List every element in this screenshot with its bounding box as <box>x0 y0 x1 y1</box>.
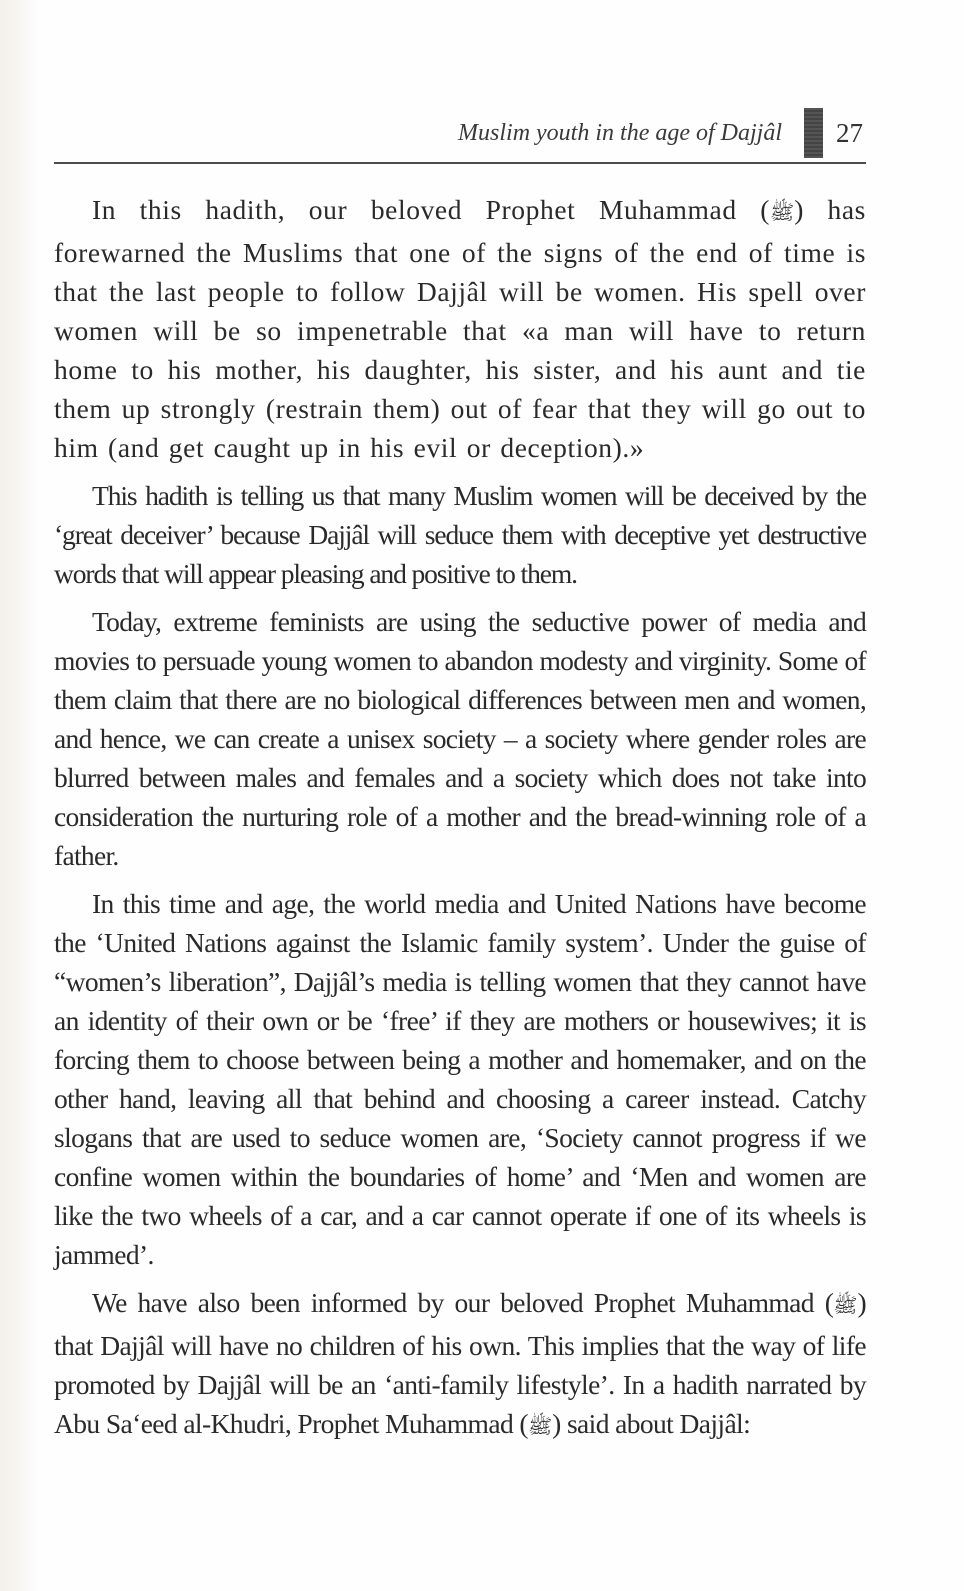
pbuh-icon: ﷺ <box>833 1295 858 1317</box>
paragraph-2: This hadith is telling us that many Muslim women will be deceived by the ‘great deceiver’ because Dajjâl will seduce them with deceptive yet destructive words that will appear pleasing and positive to them. <box>54 480 866 589</box>
pbuh-icon: ﷺ <box>527 1416 553 1438</box>
paragraph-1: In this hadith, our beloved Prophet Muhammad (ﷺ) has forewarned the Muslims that one of the signs of the end of time is that the last people to follow Dajjâl will be women. His spell over women will be so impenetrable that «a man will have to return home to his mother, his daughter, his sister, and his aunt and tie them up strongly (restrain them) out of fear that they will go out to him (and get caught up in his evil or deception).» <box>54 194 866 463</box>
page-header <box>54 108 866 158</box>
page-gutter-shadow <box>0 0 40 1591</box>
header-rule <box>54 162 866 164</box>
paragraph-4: In this time and age, the world media and United Nations have become the ‘United Nations against the Islamic family system’. Under the guise of “women’s liberation”, Dajjâl’s media is telling women that they cannot have an identity of their own or be ‘free’ if they are mothers or housewives; it is forcing them to choose between being a mother and homemaker, and on the other hand, leaving all that behind and choosing a career instead. Catchy slogans that are used to seduce women are, ‘Society cannot progress if we confine women within the boundaries of home’ and ‘Men and women are like the two wheels of a car, and a car cannot operate if one of its wheels is jammed’. <box>54 888 866 1270</box>
running-title: Muslim youth in the age of Dajjâl <box>458 120 782 146</box>
page-number: 27 <box>836 118 863 148</box>
paragraph-5: We have also been informed by our beloved Prophet Muhammad (ﷺ) that Dajjâl will have no children of his own. This implies that the way of life promoted by Dajjâl will be an ‘anti-family lifestyle’. In a hadith narrated by Abu Sa‘eed al-Khudri, Prophet Muhammad (ﷺ) said about Dajjâl: <box>54 1287 866 1439</box>
pbuh-icon: ﷺ <box>770 202 795 224</box>
paragraph-3: Today, extreme feminists are using the seductive power of media and movies to persuade young women to abandon modesty and virginity. Some of them claim that there are no biological differences between men and women, and hence, we can create a unisex society – a society where gender roles are blurred between males and females and a society which does not take into consideration the nurturing role of a mother and the bread-winning role of a father. <box>54 606 866 871</box>
body-text <box>54 190 866 1456</box>
header-bar-decoration <box>804 108 823 158</box>
